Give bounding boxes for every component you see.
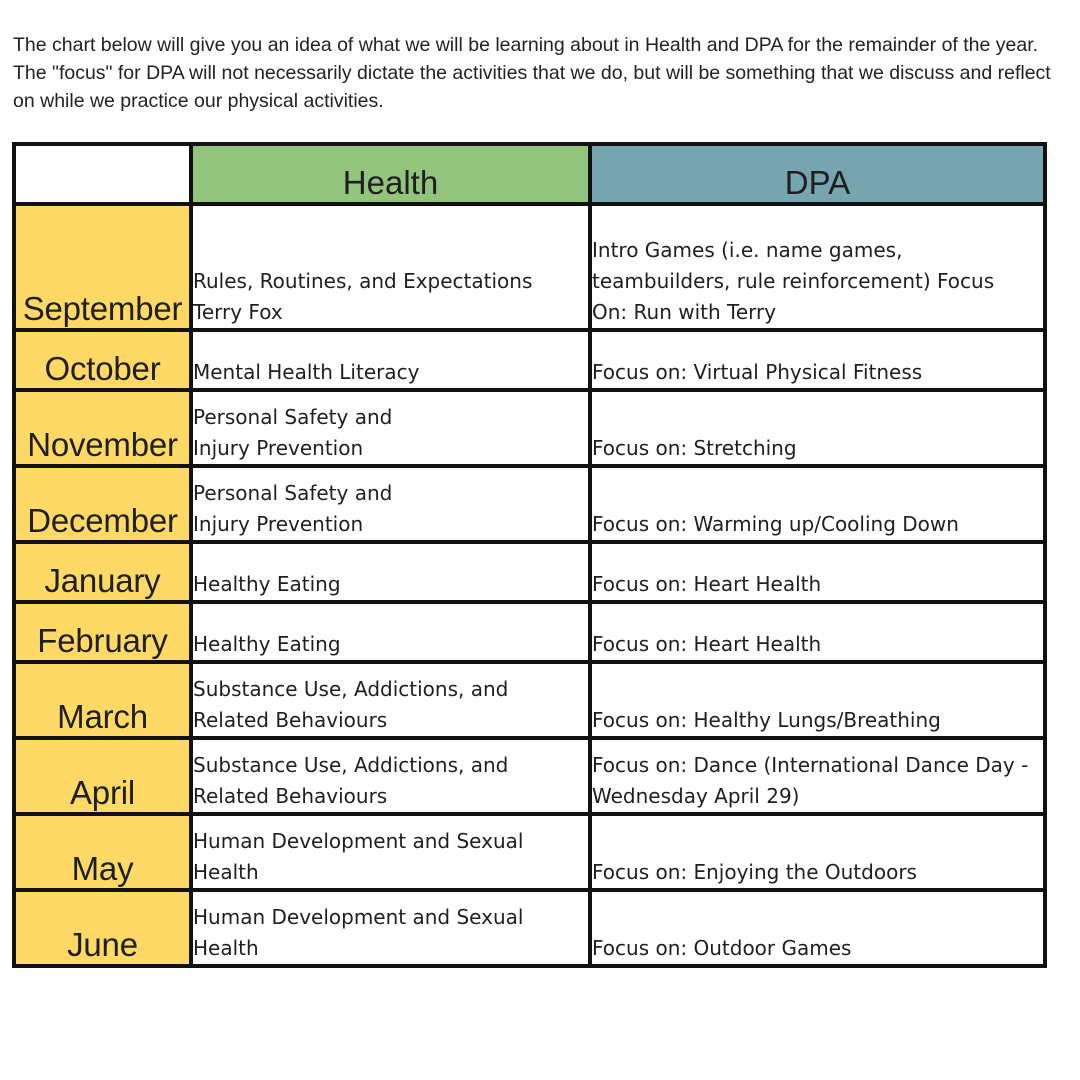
month-cell: November	[14, 390, 191, 466]
health-line: Personal Safety and	[193, 481, 393, 505]
health-line: Related Behaviours	[193, 784, 388, 808]
table-row	[14, 602, 1045, 662]
table-row	[14, 890, 1045, 966]
dpa-cell	[590, 814, 1045, 890]
health-cell	[191, 542, 590, 602]
dpa-line: Focus on: Virtual Physical Fitness	[592, 360, 923, 384]
dpa-line: Focus on: Dance (International Dance Day -	[592, 753, 1029, 777]
health-line: Substance Use, Addictions, and	[193, 753, 509, 777]
health-line: Healthy Eating	[193, 632, 341, 656]
health-line: Mental Health Literacy	[193, 360, 420, 384]
health-column-header: Health	[191, 144, 590, 204]
health-line: Rules, Routines, and Expectations	[193, 269, 533, 293]
health-cell	[191, 466, 590, 542]
month-cell: October	[14, 330, 191, 390]
dpa-line: Focus on: Warming up/Cooling Down	[592, 512, 959, 536]
table-row	[14, 466, 1045, 542]
month-cell: January	[14, 542, 191, 602]
month-cell: September	[14, 204, 191, 330]
intro-paragraph: The chart below will give you an idea of what we will be learning about in Health and DPA for the remainder of the year. The "focus" for DPA will not necessarily dictate the activities that we do, but will be something that we discuss and reflect on while we practice our physical activities.	[13, 34, 1051, 112]
corner-header-cell	[14, 144, 191, 204]
health-line: Human Development and Sexual	[193, 905, 524, 929]
health-dpa-table	[12, 142, 1047, 968]
month-cell: February	[14, 602, 191, 662]
month-cell: December	[14, 466, 191, 542]
header-row	[14, 144, 1045, 204]
dpa-cell	[590, 890, 1045, 966]
health-cell	[191, 204, 590, 330]
table-row	[14, 662, 1045, 738]
health-line: Injury Prevention	[193, 512, 364, 536]
health-line: Substance Use, Addictions, and	[193, 677, 509, 701]
table-row	[14, 738, 1045, 814]
health-cell	[191, 738, 590, 814]
month-cell: March	[14, 662, 191, 738]
table-row	[14, 204, 1045, 330]
dpa-line: Intro Games (i.e. name games,	[592, 238, 903, 262]
health-line: Healthy Eating	[193, 572, 341, 596]
health-cell	[191, 602, 590, 662]
dpa-line: teambuilders, rule reinforcement) Focus	[592, 269, 995, 293]
health-line: Related Behaviours	[193, 708, 388, 732]
dpa-line: Focus on: Outdoor Games	[592, 936, 852, 960]
dpa-line: Focus on: Heart Health	[592, 632, 822, 656]
table-row	[14, 330, 1045, 390]
dpa-line: Focus on: Enjoying the Outdoors	[592, 860, 917, 884]
health-cell	[191, 814, 590, 890]
month-cell: June	[14, 890, 191, 966]
health-cell	[191, 890, 590, 966]
health-line: Injury Prevention	[193, 436, 364, 460]
health-line: Terry Fox	[193, 300, 283, 324]
health-line: Health	[193, 860, 259, 884]
table-row	[14, 390, 1045, 466]
dpa-cell	[590, 602, 1045, 662]
dpa-line: Focus on: Stretching	[592, 436, 797, 460]
dpa-line: Wednesday April 29)	[592, 784, 800, 808]
dpa-cell	[590, 542, 1045, 602]
dpa-line: Focus on: Heart Health	[592, 572, 822, 596]
dpa-cell	[590, 330, 1045, 390]
health-cell	[191, 390, 590, 466]
table-row	[14, 814, 1045, 890]
health-line: Human Development and Sexual	[193, 829, 524, 853]
dpa-cell	[590, 390, 1045, 466]
dpa-cell	[590, 662, 1045, 738]
health-line: Health	[193, 936, 259, 960]
dpa-cell	[590, 466, 1045, 542]
dpa-column-header: DPA	[590, 144, 1045, 204]
health-line: Personal Safety and	[193, 405, 393, 429]
dpa-cell	[590, 204, 1045, 330]
month-cell: April	[14, 738, 191, 814]
health-cell	[191, 330, 590, 390]
health-cell	[191, 662, 590, 738]
table-row	[14, 542, 1045, 602]
dpa-line: Focus on: Healthy Lungs/Breathing	[592, 708, 941, 732]
dpa-cell	[590, 738, 1045, 814]
dpa-line: On: Run with Terry	[592, 300, 777, 324]
month-cell: May	[14, 814, 191, 890]
